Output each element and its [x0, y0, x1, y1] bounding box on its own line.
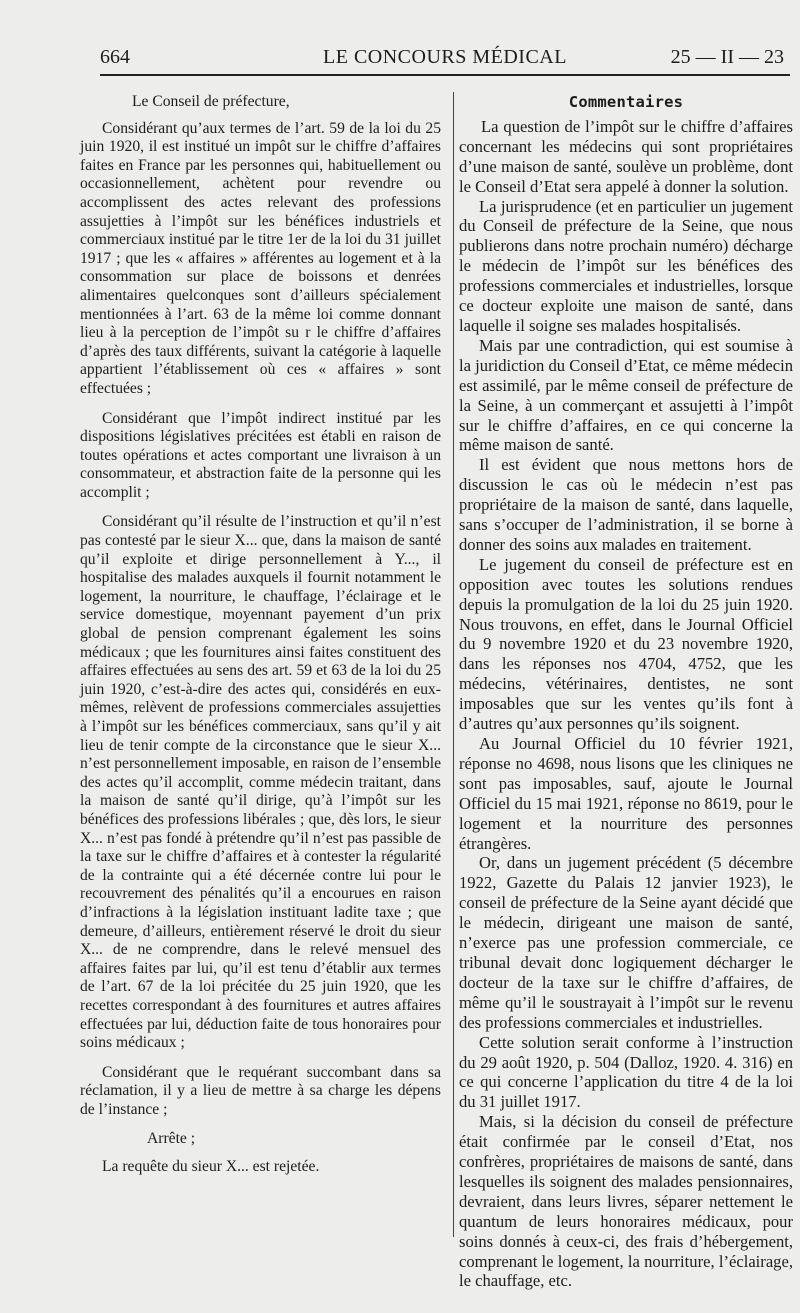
commentary-paragraph: La question de l’impôt sur le chiffre d’affaires concernant les médecins qui sont propriétaires d’une maison de santé, soulève un problème, dont le Conseil d’Etat sera appelé à donner la solution. [459, 116, 793, 196]
commentary-heading: Commentaires [568, 93, 684, 111]
commentary-paragraph: Le jugement du conseil de préfecture est en opposition avec toutes les solutions rendues depuis la promulgation de la loi du 25 juin 1920. Nous trouvons, en effet, dans le Journal Officiel du 9 novembre 1920 et du 23 novembre 1920, dans les réponses nos 4704, 4752, que les médecins, vétérinaires, dentistes, ne sont imposables que sur les ventes qu’ils font à d’autres qu’aux personnes qu’ils soignent. [459, 554, 793, 734]
left-paragraph: Considérant qu’il résulte de l’instruction et qu’il n’est pas contesté par le sieur X... que, dans la maison de santé qu’il exploite et dirige personnellement à Y..., il hospitalise des malades auxquels il fournit notamment le logement, la nourriture, le chauffage, l’éclairage et le service domestique, moyennant payement d’un prix global de pension comprenant également les soins médicaux ; que les fournitures ainsi faites constituent des affaires effectuées au sens des art. 59 et 63 de la loi du 25 juin 1920, c’est-à-dire des actes qui, considérés en eux-mêmes, relèvent de professions commerciales assujetties à l’impôt sur les bénéfices commerciaux, sans qu’il y ait lieu de tenir compte de la circonstance que le sieur X... n’est personnellement imposable, en raison de l’ensemble des actes qu’il accomplit, comme médecin traitant, dans la maison de santé qu’il dirige, qu’à l’impôt sur les bénéfices des professions libérales ; que, dès lors, le sieur X... n’est pas fondé à prétendre qu’il n’est pas passible de la taxe sur le chiffre d’affaires et à contester la régularité de la contrainte qui a été décernée contre lui pour le recouvrement des pénalités qu’il a encourues en raison d’infractions à la législation instituant ladite taxe ; que demeure, d’ailleurs, entièrement réservé le droit du sieur X... de ne comprendre, dans le relevé mensuel des affaires faites par lui, qu’il est tenu d’établir aux termes de l’art. 67 de la loi précitée du 25 juin 1920, que les recettes correspondant à des fournitures et autres affaires effectuées par lui, déduction faite de tous honoraires pour soins médicaux ; [80, 513, 441, 1052]
commentary-paragraph: Il est évident que nous mettons hors de discussion le cas où le médecin n’est pas propriétaire de la maison de santé, dans laquelle, sans s’occuper de l’administration, il se borne à donner des soins aux malades en traitement. [459, 455, 793, 554]
left-paragraph: Considérant que le requérant succombant dans sa réclamation, il y a lieu de mettre à sa charge les dépens de l’instance ; [80, 1063, 441, 1118]
page-number: 664 [100, 46, 130, 68]
commentary-paragraph: Mais, si la décision du conseil de préfecture était confirmée par le conseil d’Etat, nos confrères, propriétaires de maisons de santé, dans lesquelles ils soignent des malades pensionnaires, devraient, dans leurs livres, séparer nettement le quantum de leurs honoraires médicaux, pour soins donnés à ceux-ci, des frais d’hébergement, comprenant le logement, la nourriture, l’éclairage, le chauffage, etc. [459, 1112, 793, 1291]
commentary-paragraph: Mais par une contradiction, qui est soumise à la juridiction du Conseil d’Etat, ce même médecin est assimilé, par le même conseil de préfecture de la Seine, à un commerçant et assujetti à l’impôt sur le chiffre d’affaires, en ce qui concerne la même maison de santé. [459, 335, 793, 455]
journal-title: LE CONCOURS MÉDICAL [323, 46, 567, 68]
right-column [459, 93, 793, 1291]
left-column [80, 93, 441, 1177]
arrete-label: Arrête ; [147, 1130, 196, 1148]
header-rule [100, 74, 790, 76]
commentary-paragraph: Or, dans un jugement précédent (5 décembre 1922, Gazette du Palais 12 janvier 1923), le conseil de préfecture de la Seine ayant décidé que le médecin, dirigeant une maison de santé, n’exerce pas une profession commerciale, ce tribunal devait donc logiquement décharger le docteur de la taxe sur le chiffre d’affaires, de même qu’il le soustrayait à l’impôt sur le revenu des professions commerciales et industrielles. [459, 853, 793, 1032]
left-heading: Le Conseil de préfecture, [132, 93, 290, 110]
left-paragraph: Considérant que l’impôt indirect institué par les dispositions législatives précitées est établi en raison de toutes opérations et actes comportant une livraison à un consommateur, et abstraction faite de la personne qui les accomplit ; [80, 409, 441, 501]
left-paragraph: Considérant qu’aux termes de l’art. 59 de la loi du 25 juin 1920, il est institué un impôt sur le chiffre d’affaires faites en France par les personnes qui, habituellement ou occasionnellement, achètent pour revendre ou accomplissent des actes relevant des professions assujetties à l’impôt sur les bénéfices industriels et commerciaux institué par le titre 1er de la loi du 31 juillet 1917 ; que les « affaires » afférentes au logement et à la consommation sur place de boissons et denrées alimentaires quelconques sont d’ailleurs spécialement mentionnées à l’art. 63 de la même loi comme donnant lieu à la perception de l’impôt su r le chiffre d’affaires d’après des taux différents, suivant la catégorie à laquelle appartient l’établissement où ces « affaires » sont effectuées ; [80, 119, 441, 397]
final-ruling: La requête du sieur X... est rejetée. [102, 1158, 320, 1176]
commentary-paragraph: Cette solution serait conforme à l’instruction du 29 août 1920, p. 504 (Dalloz, 1920. 4. 316) en ce qui concerne l’application du titre 4 de la loi du 31 juillet 1917. [459, 1032, 793, 1112]
commentary-paragraph: Au Journal Officiel du 10 février 1921, réponse no 4698, nous lisons que les cliniques ne sont pas imposables, sauf, ajoute le Journal Officiel du 15 mai 1921, réponse no 8619, pour le logement et la nourriture des personnes étrangères. [459, 734, 793, 853]
page-header [100, 46, 790, 74]
commentary-paragraph: La jurisprudence (et en particulier un jugement du Conseil de préfecture de la Seine, que nous publierons dans notre prochain numéro) décharge le médecin de l’impôt sur les bénéfices des professions commerciales et industrielles, lorsque ce docteur exploite une maison de santé, dans laquelle il soigne ses malades hospitalisés. [459, 196, 793, 335]
column-divider [453, 92, 454, 1237]
issue-date: 25 — II — 23 [670, 46, 784, 68]
